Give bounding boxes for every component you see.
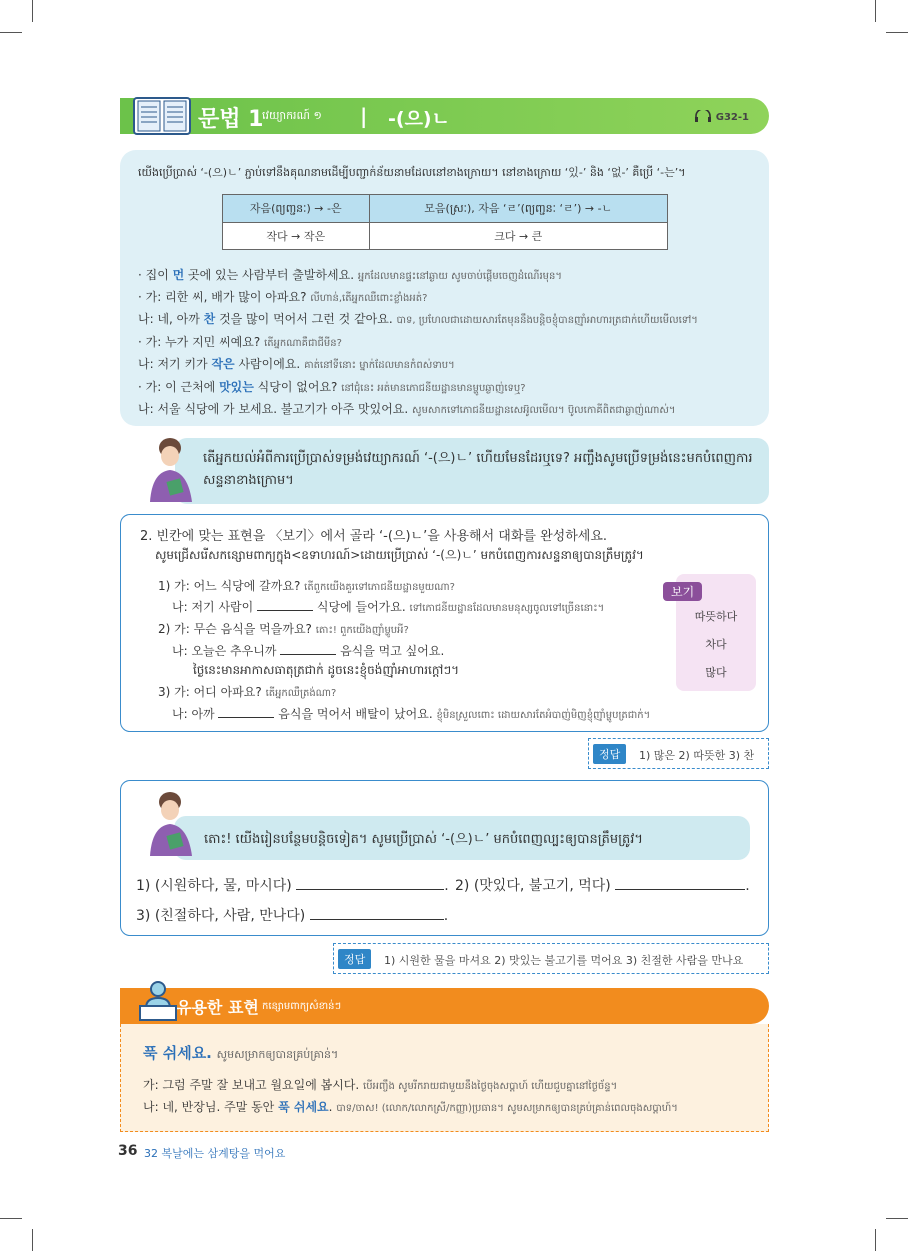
- example-line: 나: 저기 키가 작은 사람이에요. គាត់នៅទីនោះ ម្នាក់ដែលមានកំពស់ទាប។: [138, 357, 455, 371]
- crop-mark: [886, 32, 908, 33]
- desk-icon: [136, 978, 180, 1022]
- answer-blank[interactable]: [296, 889, 444, 890]
- table-header: 모음(ស្រៈ), 자음 ‘ㄹ’(ព្យញ្ជនៈ ‘ㄹ’) → -ㄴ: [369, 195, 668, 223]
- headphones-icon: [694, 110, 712, 122]
- chapter-title: 32 복날에는 삼계탕을 먹어요: [144, 1147, 286, 1160]
- exercise-item: 1) (시원하다, 물, 마시다) .: [136, 878, 449, 894]
- instruction-bubble-2: [174, 816, 750, 860]
- answer-text: 1) 많은 2) 따뜻한 3) 찬: [639, 749, 755, 762]
- book-icon: [132, 96, 192, 136]
- useful-subtitle: កន្សោមពាក្យសំខាន់ៗ: [262, 1001, 342, 1012]
- grammar-intro: យើងប្រើប្រាស់ ‘-(으)ㄴ’ ភ្ជាប់ទៅនឹងគុណនាមដើម្បីបញ្ជាក់ន័យនាមដែលនៅខាងក្រោយ។ នៅខាងក្រោយ ‘있-’ និង ‘없-’ គឺប្រើ ‘-는’។: [138, 166, 686, 179]
- audio-track[interactable]: [694, 110, 749, 123]
- example-line: · 가: 이 근처에 맛있는 식당이 없어요? នៅជុំនេះ អត់មានភោជនីយដ្ឋានមានម្ហូបឆ្ងាញ់ទេឬ?: [138, 380, 526, 394]
- answer-text: 1) 시원한 물을 마셔요 2) 맛있는 불고기를 먹어요 3) 친절한 사람을 만나요: [384, 954, 744, 967]
- instruction-text: តើអ្នកយល់អំពីការប្រើប្រាស់ទម្រង់វេយ្យាករណ៍ ‘-(으)ㄴ’ ហើយមែនដែរឬទេ? អញ្ចឹងសូមប្រើទម្រង់នេះមកបំពេញការសន្ទនាខាងក្រោម។: [203, 451, 753, 488]
- crop-mark: [32, 0, 33, 22]
- exercise-title: 2. 빈칸에 맞는 표현을 〈보기〉에서 골라 ‘-(으)ㄴ’을 사용해서 대화를 완성하세요.: [140, 529, 608, 544]
- example-line: 나: 서울 식당에 가 보세요. 불고기가 아주 맛있어요. សូមសាកទៅភោជនីយដ្ឋានសេអ៊ូលមើល។ ប៊ូលកោគីពិតជាឆ្ងាញ់ណាស់។: [138, 402, 676, 416]
- title-separator: |: [360, 104, 368, 128]
- exercise-title-kh: សូមជ្រើសរើសកន្សោមពាក្យក្នុង<ឧទាហរណ៍>ដោយប្រើប្រាស់ ‘-(으)ㄴ’ មកបំពេញការសន្ទនាឲ្យបានត្រឹមត្រូវ។: [155, 548, 644, 562]
- exercise-item: 3) (친절하다, 사람, 만나다) .: [136, 908, 449, 924]
- exercise-line: 1) 가: 어느 식당에 갈까요? តើពួកយើងគួរទៅភោជនីយដ្ឋានមួយណា?: [158, 579, 455, 593]
- example-line: · 가: 누가 지민 씨예요? តើអ្នកណាគឺជាជីមីន?: [138, 335, 342, 349]
- teacher-illustration: [146, 436, 196, 502]
- answer-blank[interactable]: [280, 654, 336, 655]
- section-title: 문법 1: [198, 107, 264, 132]
- table-header: 자음(ព្យញ្ជនៈ) → -은: [223, 195, 370, 223]
- crop-mark: [0, 1218, 22, 1219]
- example-line: 나: 네, 아까 찬 것을 많이 먹어서 그런 것 같아요. បាទ, ប្រហែលជាដោយសារតែមុននឹងបន្តិចខ្ញុំបានញ៉ាំអាហារត្រជាក់ហើយមើលទៅ។: [138, 312, 698, 326]
- instruction-bubble: [175, 438, 769, 504]
- audio-track-label: G32-1: [715, 112, 749, 123]
- crop-mark: [875, 0, 876, 22]
- conjugation-table: [222, 194, 668, 250]
- example-label: 보기: [663, 582, 702, 601]
- exercise-item: 2) (맛있다, 불고기, 먹다) .: [455, 878, 750, 894]
- useful-expression-bar: [120, 988, 769, 1024]
- section-subtitle: វេយ្យាករណ៍ ១: [262, 109, 322, 122]
- useful-title: 유용한 표현: [176, 998, 259, 1017]
- dialogue-line: 가: 그럼 주말 잘 보내고 월요일에 봅시다. បើអញ្ចឹង សូមរីករាយជាមួយនឹងថ្ងៃចុងសប្ដាហ៍ ហើយជួបគ្នានៅថ្ងៃច័ន្ទ។: [143, 1078, 618, 1092]
- example-word: 많다: [705, 666, 727, 679]
- exercise-line: 나: 아까 음식을 먹어서 배탈이 났어요. ខ្ញុំមិនស្រួលពោះ ដោយសារតែអំបាញ់មិញខ្ញុំញ៉ាំម្ហូបត្រជាក់។: [172, 707, 651, 721]
- example-word: 따뜻하다: [694, 610, 738, 623]
- table-cell: 작다 → 작은: [223, 223, 370, 250]
- exercise-line: 나: 저기 사람이 식당에 들어가요. ទៅភោជនីយដ្ឋានដែលមានមនុស្សចូលទៅច្រើននោះ។: [172, 600, 605, 614]
- useful-expression-box: [120, 1024, 769, 1132]
- crop-mark: [886, 1218, 908, 1219]
- answer-label: 정답: [593, 744, 626, 764]
- page-number: 36: [118, 1143, 138, 1159]
- grammar-header-bar: [120, 98, 769, 134]
- instruction-text-2: តោះ! យើងរៀនបន្ថែមបន្តិចទៀត។ សូមប្រើប្រាស់ ‘-(으)ㄴ’ មកបំពេញល្បះឲ្យបានត្រឹមត្រូវ។: [204, 832, 643, 847]
- exercise-line: 2) 가: 무슨 음식을 먹을까요? តោះ! ពួកយើងញ៉ាំម្ហូបអី?: [158, 622, 409, 636]
- table-cell: 크다 → 큰: [369, 223, 668, 250]
- crop-mark: [32, 1229, 33, 1251]
- answer-blank[interactable]: [218, 717, 274, 718]
- grammar-explanation: [120, 150, 769, 426]
- answer-blank[interactable]: [310, 919, 444, 920]
- answer-label: 정답: [338, 949, 371, 969]
- exercise-line: 나: 오늘은 추우니까 음식을 먹고 싶어요.: [172, 644, 445, 658]
- exercise-line: 3) 가: 어디 아파요? តើអ្នកឈឺត្រង់ណា?: [158, 685, 337, 699]
- dialogue-line: 나: 네, 반장님. 주말 동안 푹 쉬세요. បាទ/ចាស! (លោក/លោកស្រី/កញ្ញា)ប្រធាន។ សូមសម្រាកឲ្យបានគ្រប់គ្រាន់ពេលចុងសប្ដាហ៍។: [143, 1100, 678, 1114]
- crop-mark: [0, 32, 22, 33]
- grammar-form: -(으)ㄴ: [388, 108, 450, 130]
- useful-phrase-line: 푹 쉬세요. សូមសម្រាកឲ្យបានគ្រប់គ្រាន់។: [143, 1044, 339, 1062]
- example-line: · 집이 먼 곳에 있는 사람부터 출발하세요. អ្នកដែលមានផ្ទះនៅឆ្ងាយ សូមចាប់ផ្ដើមចេញដំណើរមុន។: [138, 268, 562, 282]
- crop-mark: [875, 1229, 876, 1251]
- example-word: 차다: [705, 638, 727, 651]
- example-line: · 가: 리한 씨, 배가 많이 아파요? លីហាន់,តើអ្នកឈឺពោះខ្លាំងអត់?: [138, 290, 428, 304]
- useful-phrase: 푹 쉬세요.: [143, 1044, 212, 1062]
- teacher-illustration: [146, 790, 196, 856]
- example-word-box: [671, 574, 756, 691]
- answer-key-2: [333, 943, 769, 974]
- answer-blank[interactable]: [257, 610, 313, 611]
- answer-key: [588, 738, 769, 769]
- exercise-line-kh: ថ្ងៃនេះមានអាកាសធាតុត្រជាក់ ដូចនេះខ្ញុំចង់ញ៉ាំអាហារក្ដៅៗ។: [193, 663, 460, 677]
- answer-blank[interactable]: [615, 889, 745, 890]
